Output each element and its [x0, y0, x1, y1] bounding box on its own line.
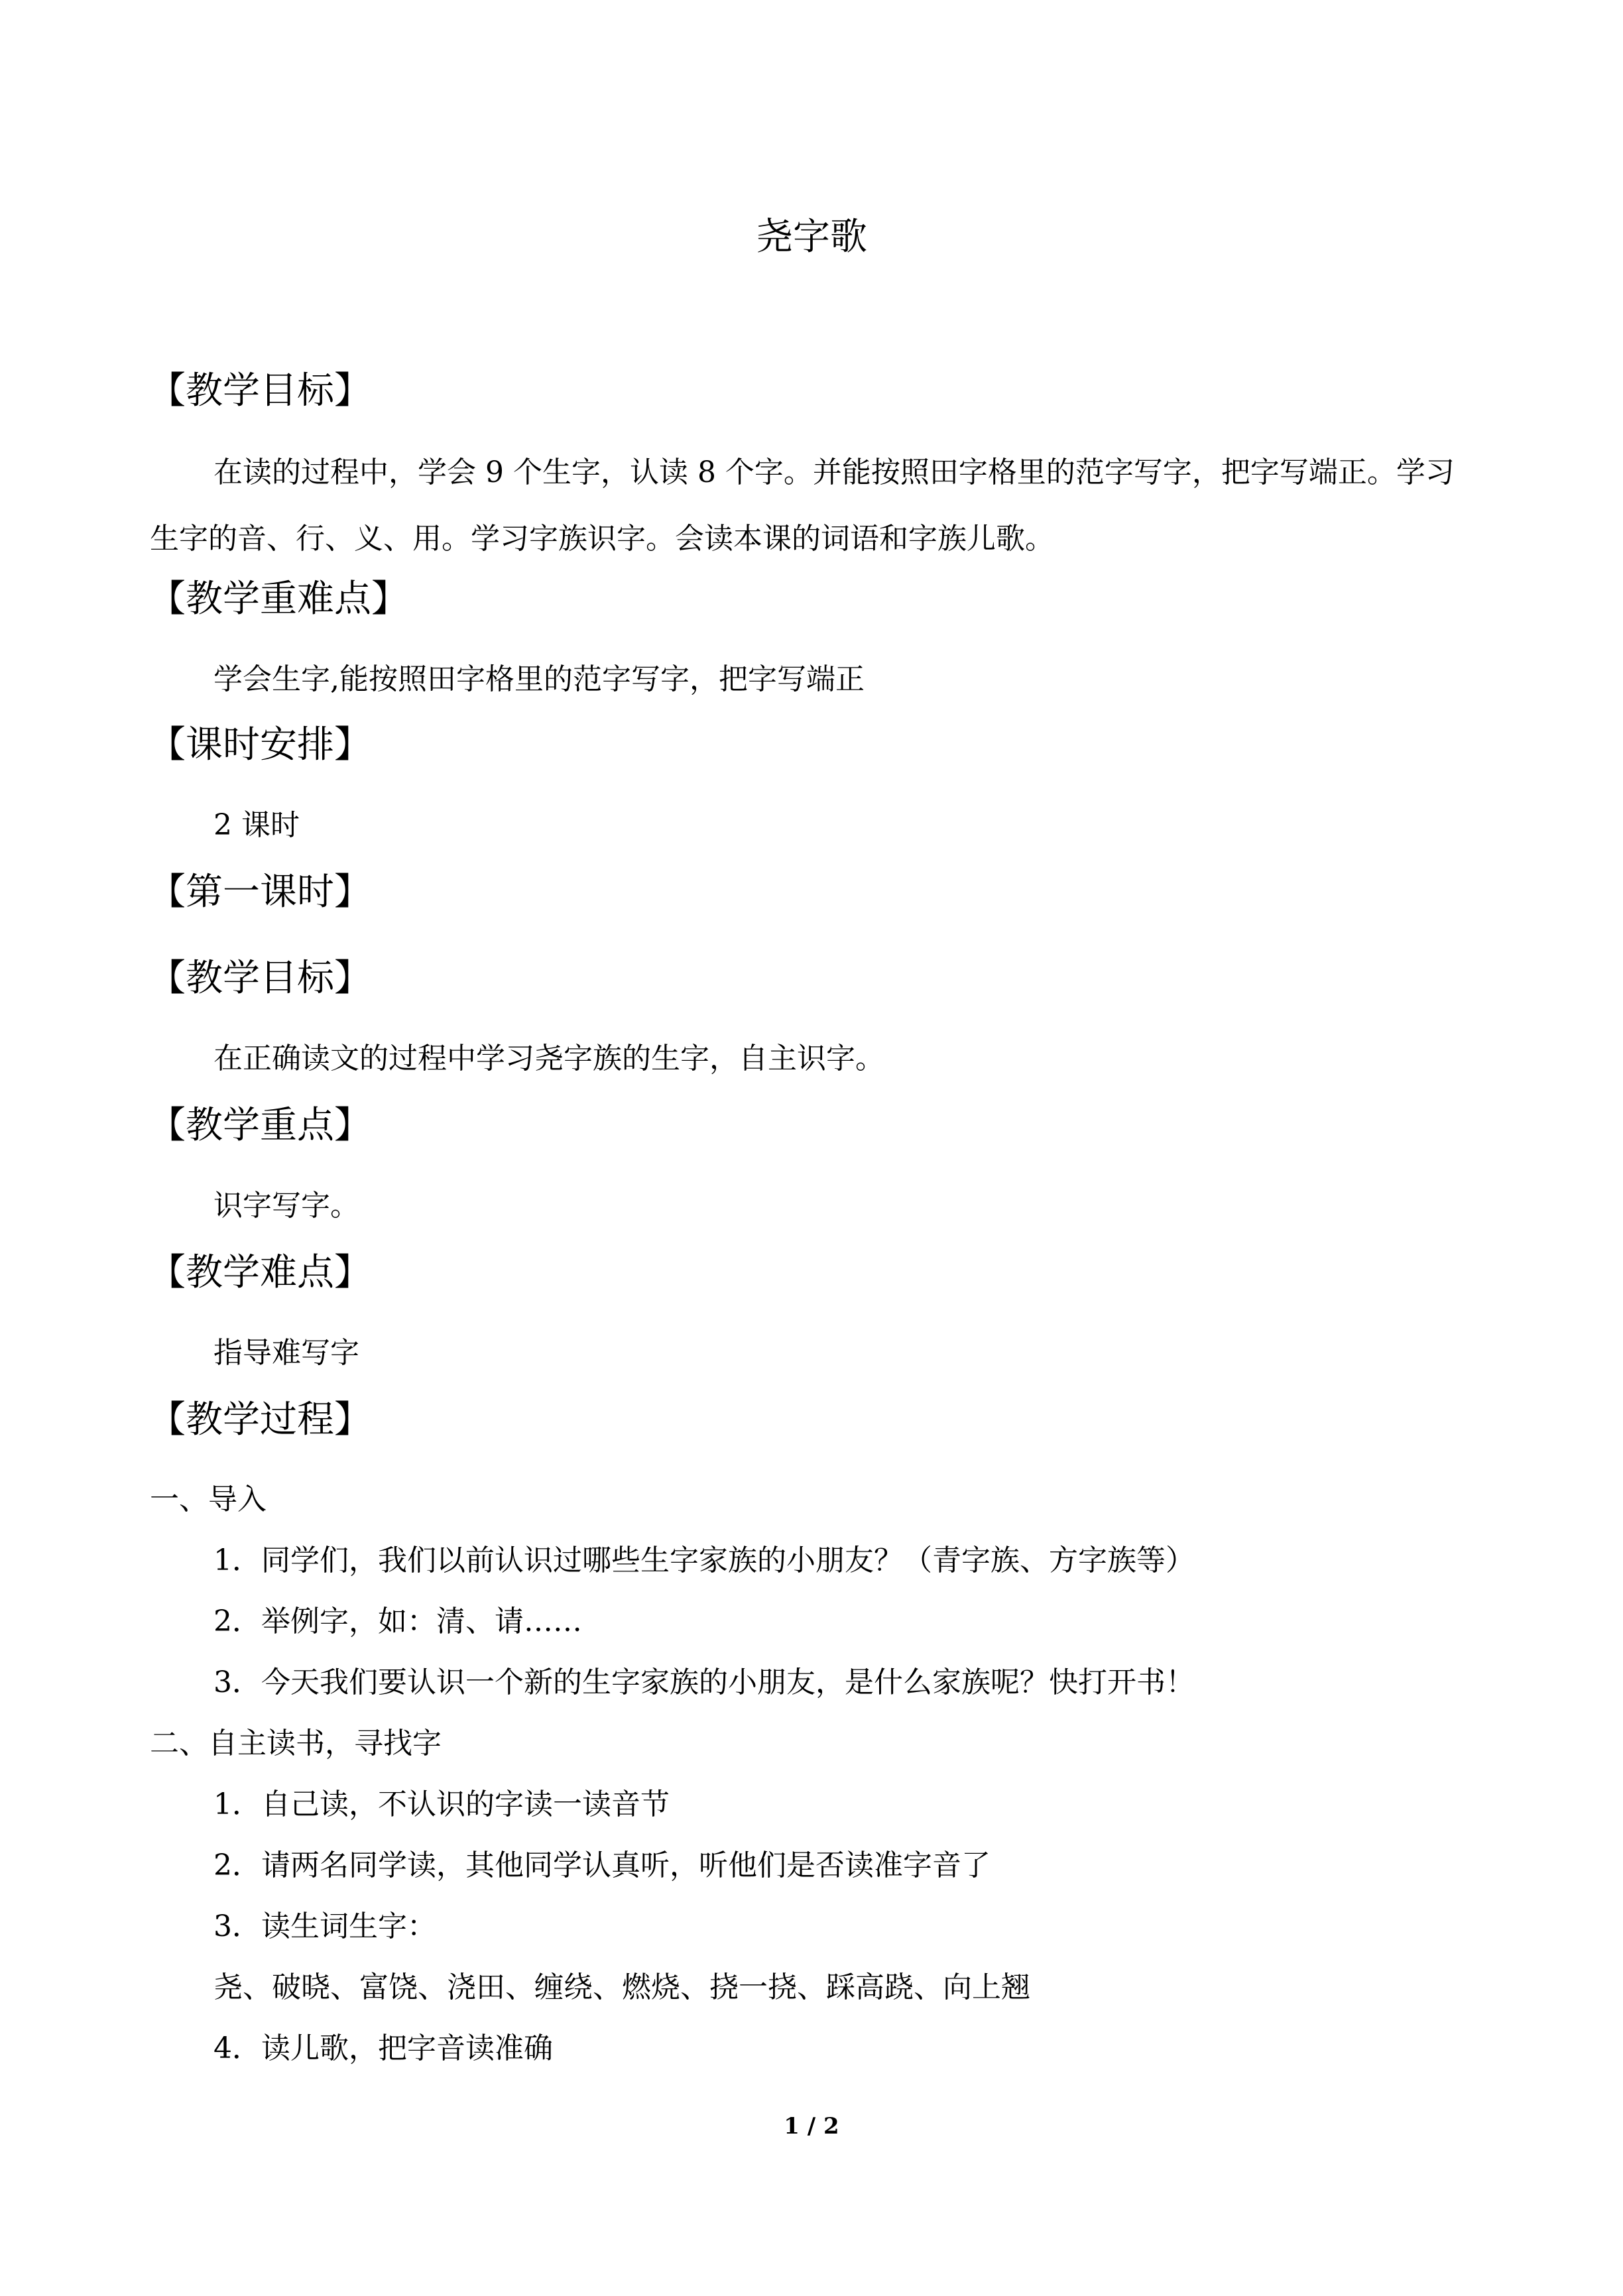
key-difficult-heading: 【教学重难点】 [149, 577, 408, 621]
key-points-text: 识字写字。 [213, 1189, 359, 1223]
section1-item-1: 1．同学们，我们以前认识过哪些生字家族的小朋友？（青字族、方字族等） [213, 1543, 1195, 1577]
schedule-heading: 【课时安排】 [149, 723, 371, 766]
schedule-text: 2 课时 [213, 808, 300, 842]
page-number: 1 / 2 [784, 2113, 839, 2140]
section1-title: 一、导入 [150, 1482, 267, 1516]
difficult-points-text: 指导难写字 [213, 1336, 359, 1370]
lesson1-goals-text: 在正确读文的过程中学习尧字族的生字，自主识字。 [213, 1042, 884, 1075]
section2-vocab-list: 尧、破晓、富饶、浇田、缠绕、燃烧、挠一挠、踩高跷、向上翘 [213, 1970, 1030, 2004]
section2-item-3: 3．读生词生字： [213, 1909, 436, 1943]
key-difficult-text: 学会生字,能按照田字格里的范字写字，把字写端正 [213, 662, 865, 696]
section2-title: 二、自主读书，寻找字 [150, 1726, 442, 1760]
lesson1-heading: 【第一课时】 [149, 871, 371, 914]
key-points-heading: 【教学重点】 [149, 1104, 371, 1147]
lesson1-goals-heading: 【教学目标】 [149, 957, 371, 1000]
section2-item-4: 4．读儿歌，把字音读准确 [213, 2031, 553, 2065]
section1-item-3: 3．今天我们要认识一个新的生字家族的小朋友，是什么家族呢？快打开书！ [213, 1665, 1195, 1699]
section1-item-2: 2．举例字，如：清、请…… [213, 1604, 582, 1638]
difficult-points-heading: 【教学难点】 [149, 1251, 371, 1294]
section2-item-1: 1．自己读，不认识的字读一读音节 [213, 1787, 670, 1821]
section2-item-2: 2．请两名同学读，其他同学认真听，听他们是否读准字音了 [213, 1848, 991, 1882]
goals-paragraph: 在读的过程中，学会 9 个生字，认读 8 个字。并能按照田字格里的范字写字，把字写端正。学习生字的音、行、义、用。学习字族识字。会读本课的词语和字族儿歌。 [150, 455, 1455, 556]
goals-heading: 【教学目标】 [149, 369, 371, 412]
process-heading: 【教学过程】 [149, 1398, 371, 1441]
document-title: 尧字歌 [756, 215, 867, 259]
